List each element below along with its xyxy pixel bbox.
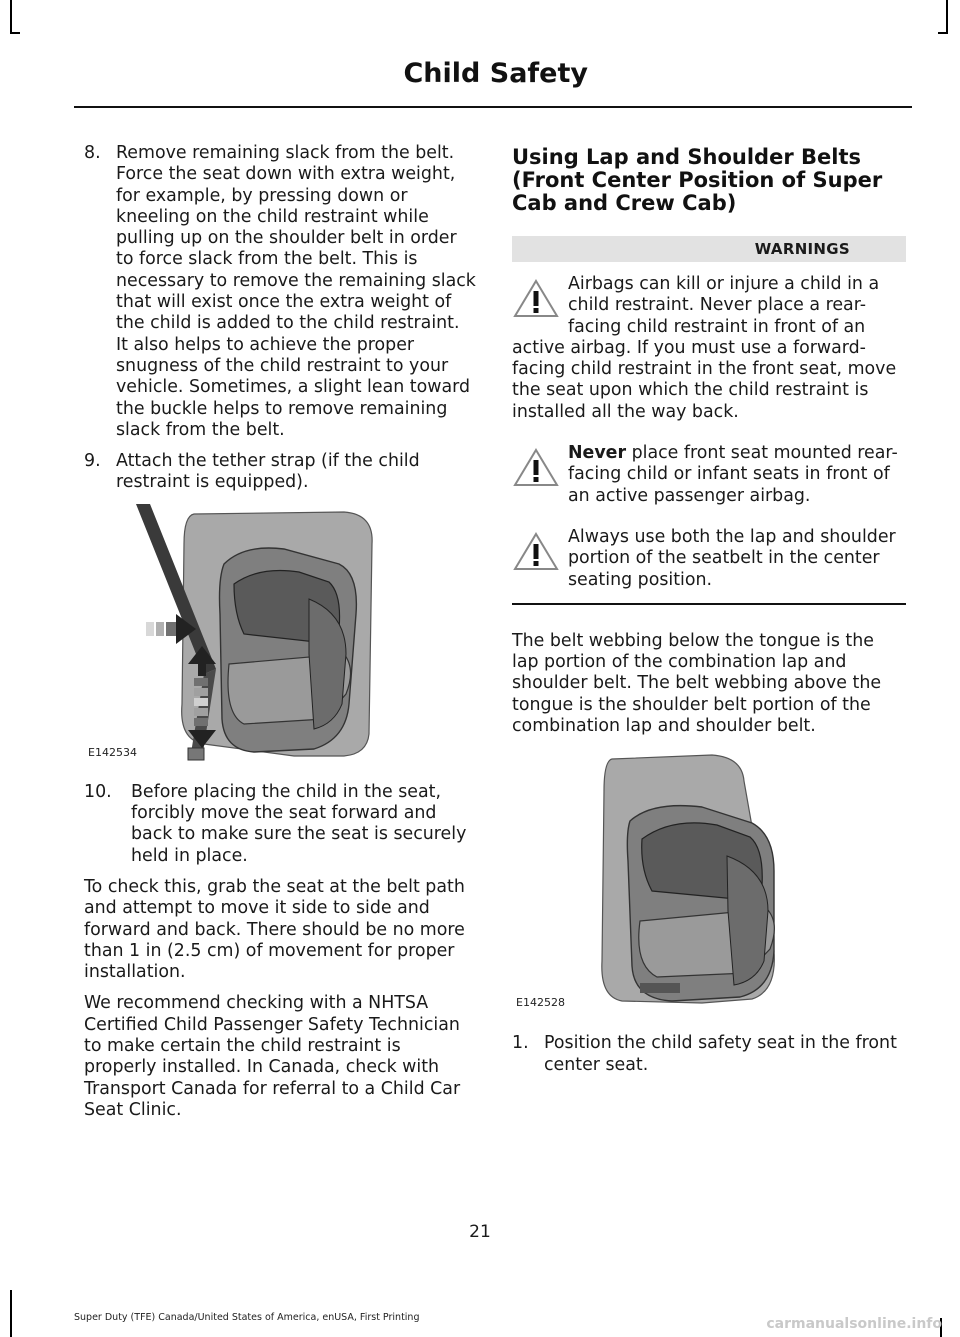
child-seat-belt-illustration [84,504,474,766]
body-paragraph: To check this, grab the seat at the belt path and attempt to move it side to side and forward and back. There should be no more than 1 in (2.5 cm) of movement for proper installation. [84,876,465,983]
step-text: Before placing the child in the seat, forcibly move the seat forward and back to make sure the seat is securely held in place. [131,781,467,866]
right-column [512,146,906,1086]
warning-item [512,527,906,591]
crop-mark-tr-v [946,0,948,34]
warning-triangle-icon [512,531,560,573]
crop-mark-tl-v [10,0,12,34]
step-text: Remove remaining slack from the belt. Force the seat down with extra weight, for example, by pressing down or kneeling on the child restraint while pulling up on the shoulder belt in order to force slack from the belt. This is necessary to remove the remaining slack that will exist once the extra weight of the child is added to the child restraint. It also helps to achieve the proper snugness of the child restraint to your vehicle. Sometimes, a slight lean toward the buckle helps to remove remaining slack from the belt. [116,143,476,440]
body-paragraph: The belt webbing below the tongue is the lap portion of the combination lap and shoulder belt. The belt webbing above the tongue is the shoulder belt portion of the combination lap and shoulder belt. [512,630,882,737]
step-8 [84,143,476,441]
step-10 [84,782,476,867]
watermark: carmanualsonline.info [766,1316,942,1332]
warning-text: Airbags can kill or injure a child in a child restraint. Never place a rear-facing child restraint in front of an active airbag. If you must use a forward-facing child restraint in the front seat, move the seat upon which the child restraint is installed all the way back. [512,274,897,422]
warning-text: place front seat mounted rear-facing child or infant seats in front of an active passenger airbag. [568,443,898,506]
crop-mark-tl-h [10,32,20,34]
crop-mark-tr-h [938,32,948,34]
figure-child-seat-center [512,751,906,1015]
step-number: 9. [84,451,101,472]
body-paragraph: We recommend checking with a NHTSA Certified Child Passenger Safety Technician to make certain the child restraint is properly installed. In Canada, check with Transport Canada for referral to a Child Car Seat Clinic. [84,993,461,1120]
figure-label: E142528 [516,996,565,1010]
warning-text: Always use both the lap and shoulder portion of the seatbelt in the center seating position. [568,526,896,590]
warnings-end-rule [512,603,906,605]
warning-triangle-icon [512,278,560,320]
step-text: Attach the tether strap (if the child restraint is equipped). [116,451,420,493]
warning-emphasis: Never [568,443,627,464]
warning-item [512,274,906,423]
page-header-title: Child Safety [403,58,588,89]
figure-child-seat-tether [84,504,474,766]
page-number: 21 [469,1222,491,1242]
warnings-bar: WARNINGS [512,236,906,262]
warning-item [512,443,906,507]
step-number: 8. [84,143,101,163]
step-number: 10. [84,781,112,802]
child-seat-illustration [512,751,906,1015]
step-text: Position the child safety seat in the front center seat. [544,1033,897,1075]
figure-label: E142534 [88,746,137,760]
section-heading: Using Lap and Shoulder Belts (Front Center Position of Super Cab and Crew Cab) [512,145,883,215]
left-column [84,143,476,1131]
footer-text: Super Duty (TFE) Canada/United States of America, enUSA, First Printing [74,1312,420,1323]
step-1 [512,1033,906,1076]
warning-triangle-icon [512,447,560,489]
crop-mark-bl-v [10,1290,12,1337]
step-number: 1. [512,1033,529,1054]
step-9 [84,451,476,494]
header-rule [74,106,912,108]
